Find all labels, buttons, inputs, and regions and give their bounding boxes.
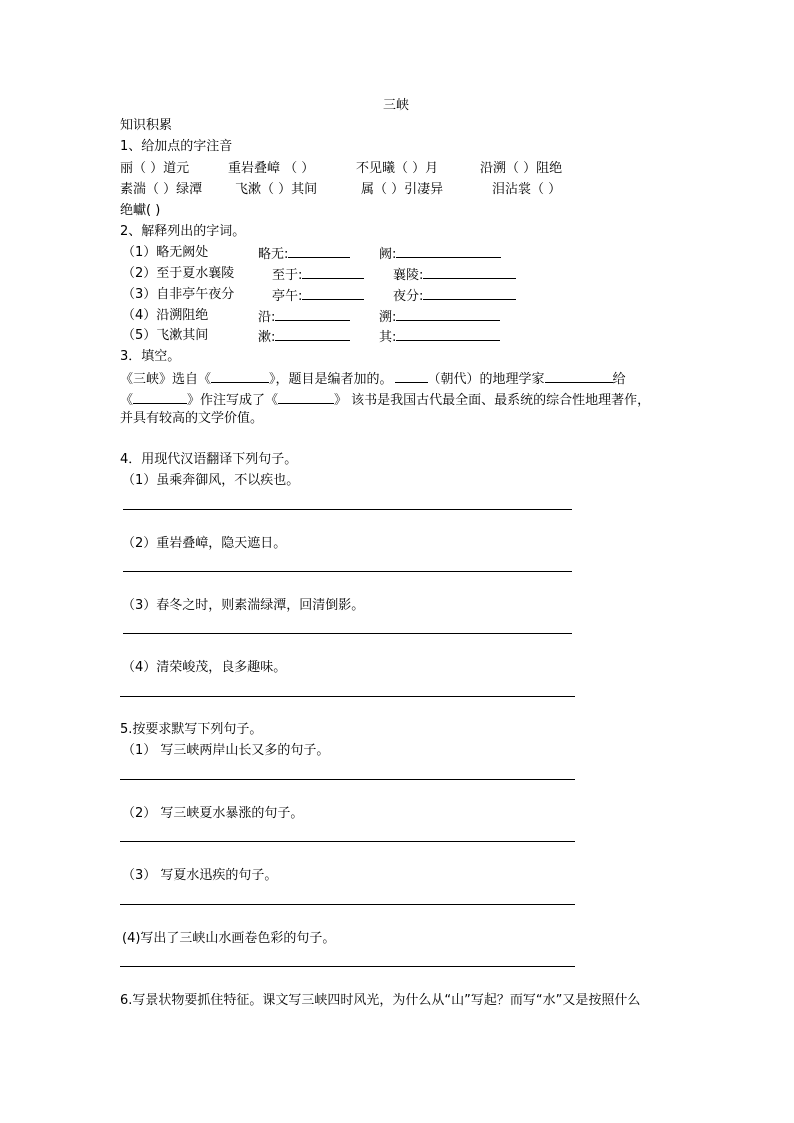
answer-line[interactable] bbox=[120, 779, 575, 780]
answer-line[interactable] bbox=[123, 571, 572, 572]
answer-blank[interactable] bbox=[275, 307, 350, 321]
q5-heading: 5.按要求默写下列句子。 bbox=[120, 722, 263, 737]
q4-sentence: （1）虽乘奔御风，不以疾也。 bbox=[122, 473, 300, 488]
answer-line[interactable] bbox=[123, 633, 572, 634]
q2-word-label: 略无: bbox=[258, 247, 289, 262]
answer-line[interactable] bbox=[120, 841, 575, 842]
answer-blank[interactable] bbox=[396, 307, 500, 321]
q2-word-label: 其: bbox=[379, 330, 397, 345]
q5-prompt: （2） 写三峡夏水暴涨的句子。 bbox=[122, 806, 304, 821]
q2-word bbox=[258, 307, 350, 327]
q1-item: 绝巘( ) bbox=[120, 203, 161, 218]
answer-blank[interactable] bbox=[211, 369, 269, 383]
section-heading: 知识积累 bbox=[120, 118, 173, 133]
q1-item: 丽（ ）道元 bbox=[120, 161, 190, 176]
q2-phrase: （3）自非亭午夜分 bbox=[122, 287, 235, 302]
q1-item: 不见曦（ ）月 bbox=[356, 161, 439, 176]
q2-phrase: （5）飞漱其间 bbox=[122, 328, 209, 343]
answer-blank[interactable] bbox=[275, 327, 350, 341]
answer-blank[interactable] bbox=[288, 244, 350, 258]
q6-text: 6.写景状物要抓住特征。课文写三峡四时风光，为什么从“山”写起？而写“水”又是按照什么 bbox=[120, 993, 641, 1008]
q4-heading: 4．用现代汉语翻译下列句子。 bbox=[120, 452, 298, 467]
answer-blank[interactable] bbox=[302, 265, 364, 279]
q2-word bbox=[258, 327, 350, 347]
q1-item: 飞漱（ ）其间 bbox=[235, 182, 318, 197]
q1-heading: 1、给加点的字注音 bbox=[120, 139, 233, 154]
q2-word-label: 阙: bbox=[379, 247, 397, 262]
q2-word bbox=[393, 265, 516, 285]
q3-heading: 3．填空。 bbox=[120, 349, 181, 364]
answer-blank[interactable] bbox=[278, 390, 334, 404]
q1-item: 属（ ）引凄异 bbox=[361, 182, 444, 197]
q3-line-1: 《三峡》选自《 》，题目是编者加的。 （朝代）的地理学家 给 bbox=[120, 369, 626, 389]
q3-line-3: 并具有较高的文学价值。 bbox=[120, 411, 264, 426]
answer-line[interactable] bbox=[120, 904, 575, 905]
q2-heading: 2、解释列出的字词。 bbox=[120, 224, 246, 239]
q2-word bbox=[379, 307, 500, 327]
q2-word-label: 溯: bbox=[379, 310, 397, 325]
q1-item: 重岩叠嶂 （ ） bbox=[228, 161, 315, 176]
answer-blank[interactable] bbox=[395, 369, 428, 383]
q2-word bbox=[393, 286, 516, 306]
q2-word-label: 沿: bbox=[258, 310, 276, 325]
q2-word bbox=[258, 244, 350, 264]
answer-line[interactable] bbox=[123, 509, 572, 510]
q4-sentence: （2）重岩叠嶂，隐天遮日。 bbox=[122, 536, 287, 551]
q2-word bbox=[379, 244, 501, 264]
answer-blank[interactable] bbox=[423, 265, 516, 279]
q4-sentence: （3）春冬之时，则素湍绿潭，回清倒影。 bbox=[122, 598, 365, 613]
q2-word-label: 夜分: bbox=[393, 289, 424, 304]
page-title: 三峡 bbox=[383, 98, 410, 113]
answer-blank[interactable] bbox=[133, 390, 187, 404]
q2-phrase: （2）至于夏水襄陵 bbox=[122, 266, 235, 281]
q2-word bbox=[272, 265, 364, 285]
q4-sentence: （4）清荣峻茂，良多趣味。 bbox=[122, 660, 287, 675]
q2-word bbox=[379, 327, 500, 347]
q1-item: 泪沾裳（ ） bbox=[492, 182, 562, 197]
answer-blank[interactable] bbox=[396, 244, 501, 258]
q3-line-2: 《 》作注写成了《 》 该书是我国古代最全面、最系统的综合性地理著作， bbox=[120, 390, 650, 410]
q5-prompt: （3） 写夏水迅疾的句子。 bbox=[122, 868, 278, 883]
q2-word-label: 襄陵: bbox=[393, 268, 424, 283]
q2-phrase: （4）沿溯阻绝 bbox=[122, 308, 209, 323]
answer-blank[interactable] bbox=[423, 286, 516, 300]
q1-item: 素湍（ ）绿潭 bbox=[120, 182, 203, 197]
answer-line[interactable] bbox=[120, 966, 575, 967]
q2-word-label: 漱: bbox=[258, 330, 276, 345]
q2-word-label: 亭午: bbox=[272, 289, 303, 304]
q5-prompt: (4)写出了三峡山水画卷色彩的句子。 bbox=[122, 931, 336, 946]
answer-blank[interactable] bbox=[302, 286, 364, 300]
q5-prompt: （1） 写三峡两岸山长又多的句子。 bbox=[122, 743, 330, 758]
q2-phrase: （1）略无阙处 bbox=[122, 245, 209, 260]
answer-line[interactable] bbox=[120, 696, 575, 697]
q1-item: 沿溯（ ）阻绝 bbox=[480, 161, 563, 176]
q2-word bbox=[272, 286, 364, 306]
q2-word-label: 至于: bbox=[272, 268, 303, 283]
answer-blank[interactable] bbox=[545, 369, 613, 383]
answer-blank[interactable] bbox=[396, 327, 500, 341]
